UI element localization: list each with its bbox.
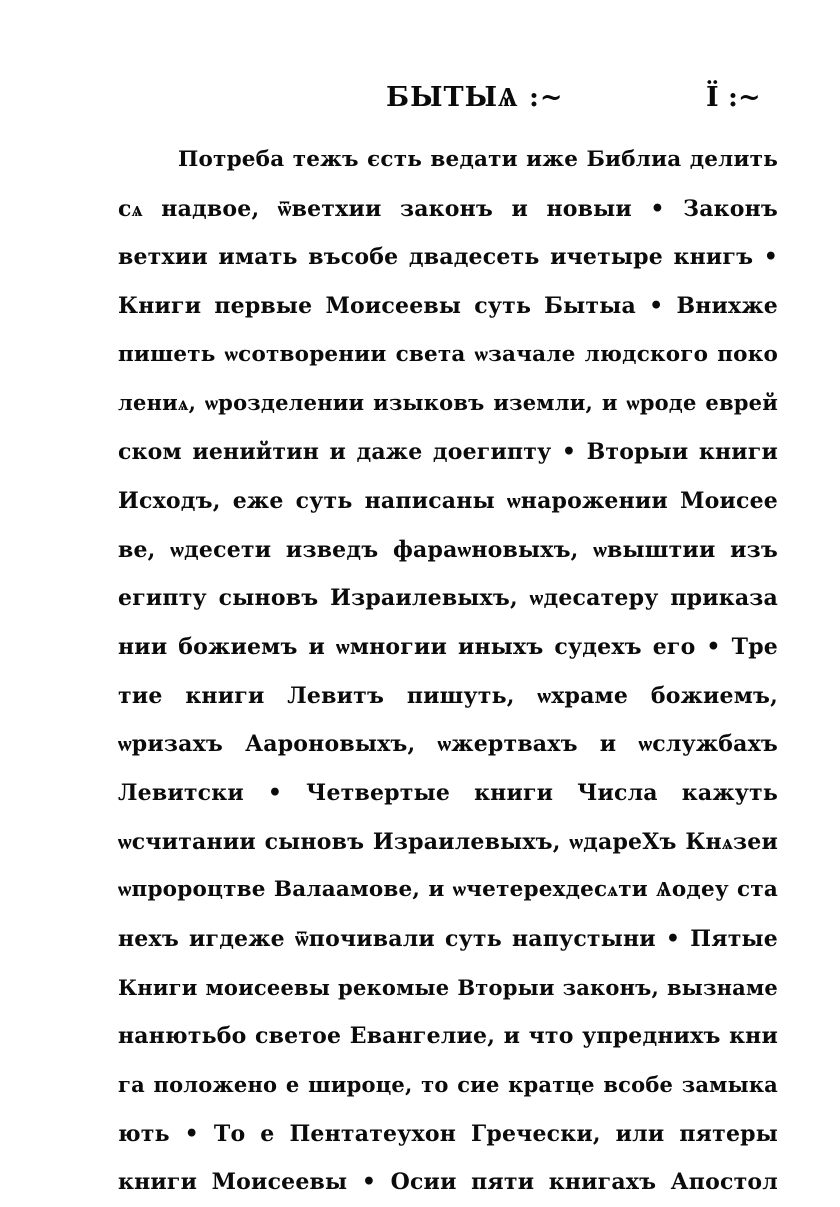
text-line: Потреба тежъ єсть ведати иже Библиа делить [178, 147, 778, 172]
text-line: ском иенийтин и даже доегипту • Вторыи книги [118, 439, 778, 466]
text-line: книги Моисеевы • Осии пяти книгахъ Апостол [118, 1169, 778, 1196]
text-line: нии божиемъ и ѡмногии иныхъ судехъ его • Тре [118, 633, 778, 660]
text-line: га положено е широце, то сие кратце всобе замыка [118, 1072, 778, 1098]
text-line: ве, ѡдесети изведъ фараѡновыхъ, ѡвыштии изъ [118, 536, 778, 563]
text-line: египту сыновъ Израилевыхъ, ѡдесатеру приказа [118, 585, 778, 612]
running-head [0, 82, 840, 122]
text-line: нехъ игдеже ѿпочивали суть напустыни • Пятые [118, 926, 778, 952]
text-line: тие книги Левитъ пишуть, ѡхраме божиемъ, [118, 682, 778, 709]
text-line: сѧ надвое, ѿветхии законъ и новыи • Законъ [118, 195, 778, 222]
text-line: Книги первые Моисеевы суть Бытыа • Внихже [118, 293, 778, 320]
text-line: ѡсчитании сыновъ Израилевыхъ, ѡдареХъ Кнѧзеи [118, 828, 778, 855]
text-line: Левитски • Четвертые книги Числа кажуть [118, 779, 778, 806]
folio-number: Ї :~ [706, 82, 761, 113]
text-line: ветхии имать въсобе двадесеть ичетыре книгъ • [118, 244, 778, 271]
text-line: пишеть ѡсотворении света ѡзачале людского поко [118, 341, 778, 367]
running-title: БЫТЫѦ :~ [386, 82, 564, 113]
text-line: ѡпророцтве Валаамове, и ѡчетерехдесѧти Ѧодеу ста [118, 877, 778, 903]
text-line: Исходъ, еже суть написаны ѡнарожении Моисее [118, 487, 778, 514]
text-line: нанютьбо светое Евангелие, и что упреднихъ кни [118, 1023, 778, 1050]
text-block [118, 136, 778, 1207]
text-line: ють • То е Пентатеухон Гречески, или пятеры [118, 1120, 778, 1147]
text-line: ѡризахъ Аароновыхъ, ѡжертвахъ и ѡслужбахъ [118, 731, 778, 758]
text-line: лениѧ, ѡрозделении изыковъ иземли, и ѡроде еврей [118, 390, 778, 416]
text-line: Книги моисеевы рекомые Вторыи законъ, вызнаме [118, 974, 778, 1000]
